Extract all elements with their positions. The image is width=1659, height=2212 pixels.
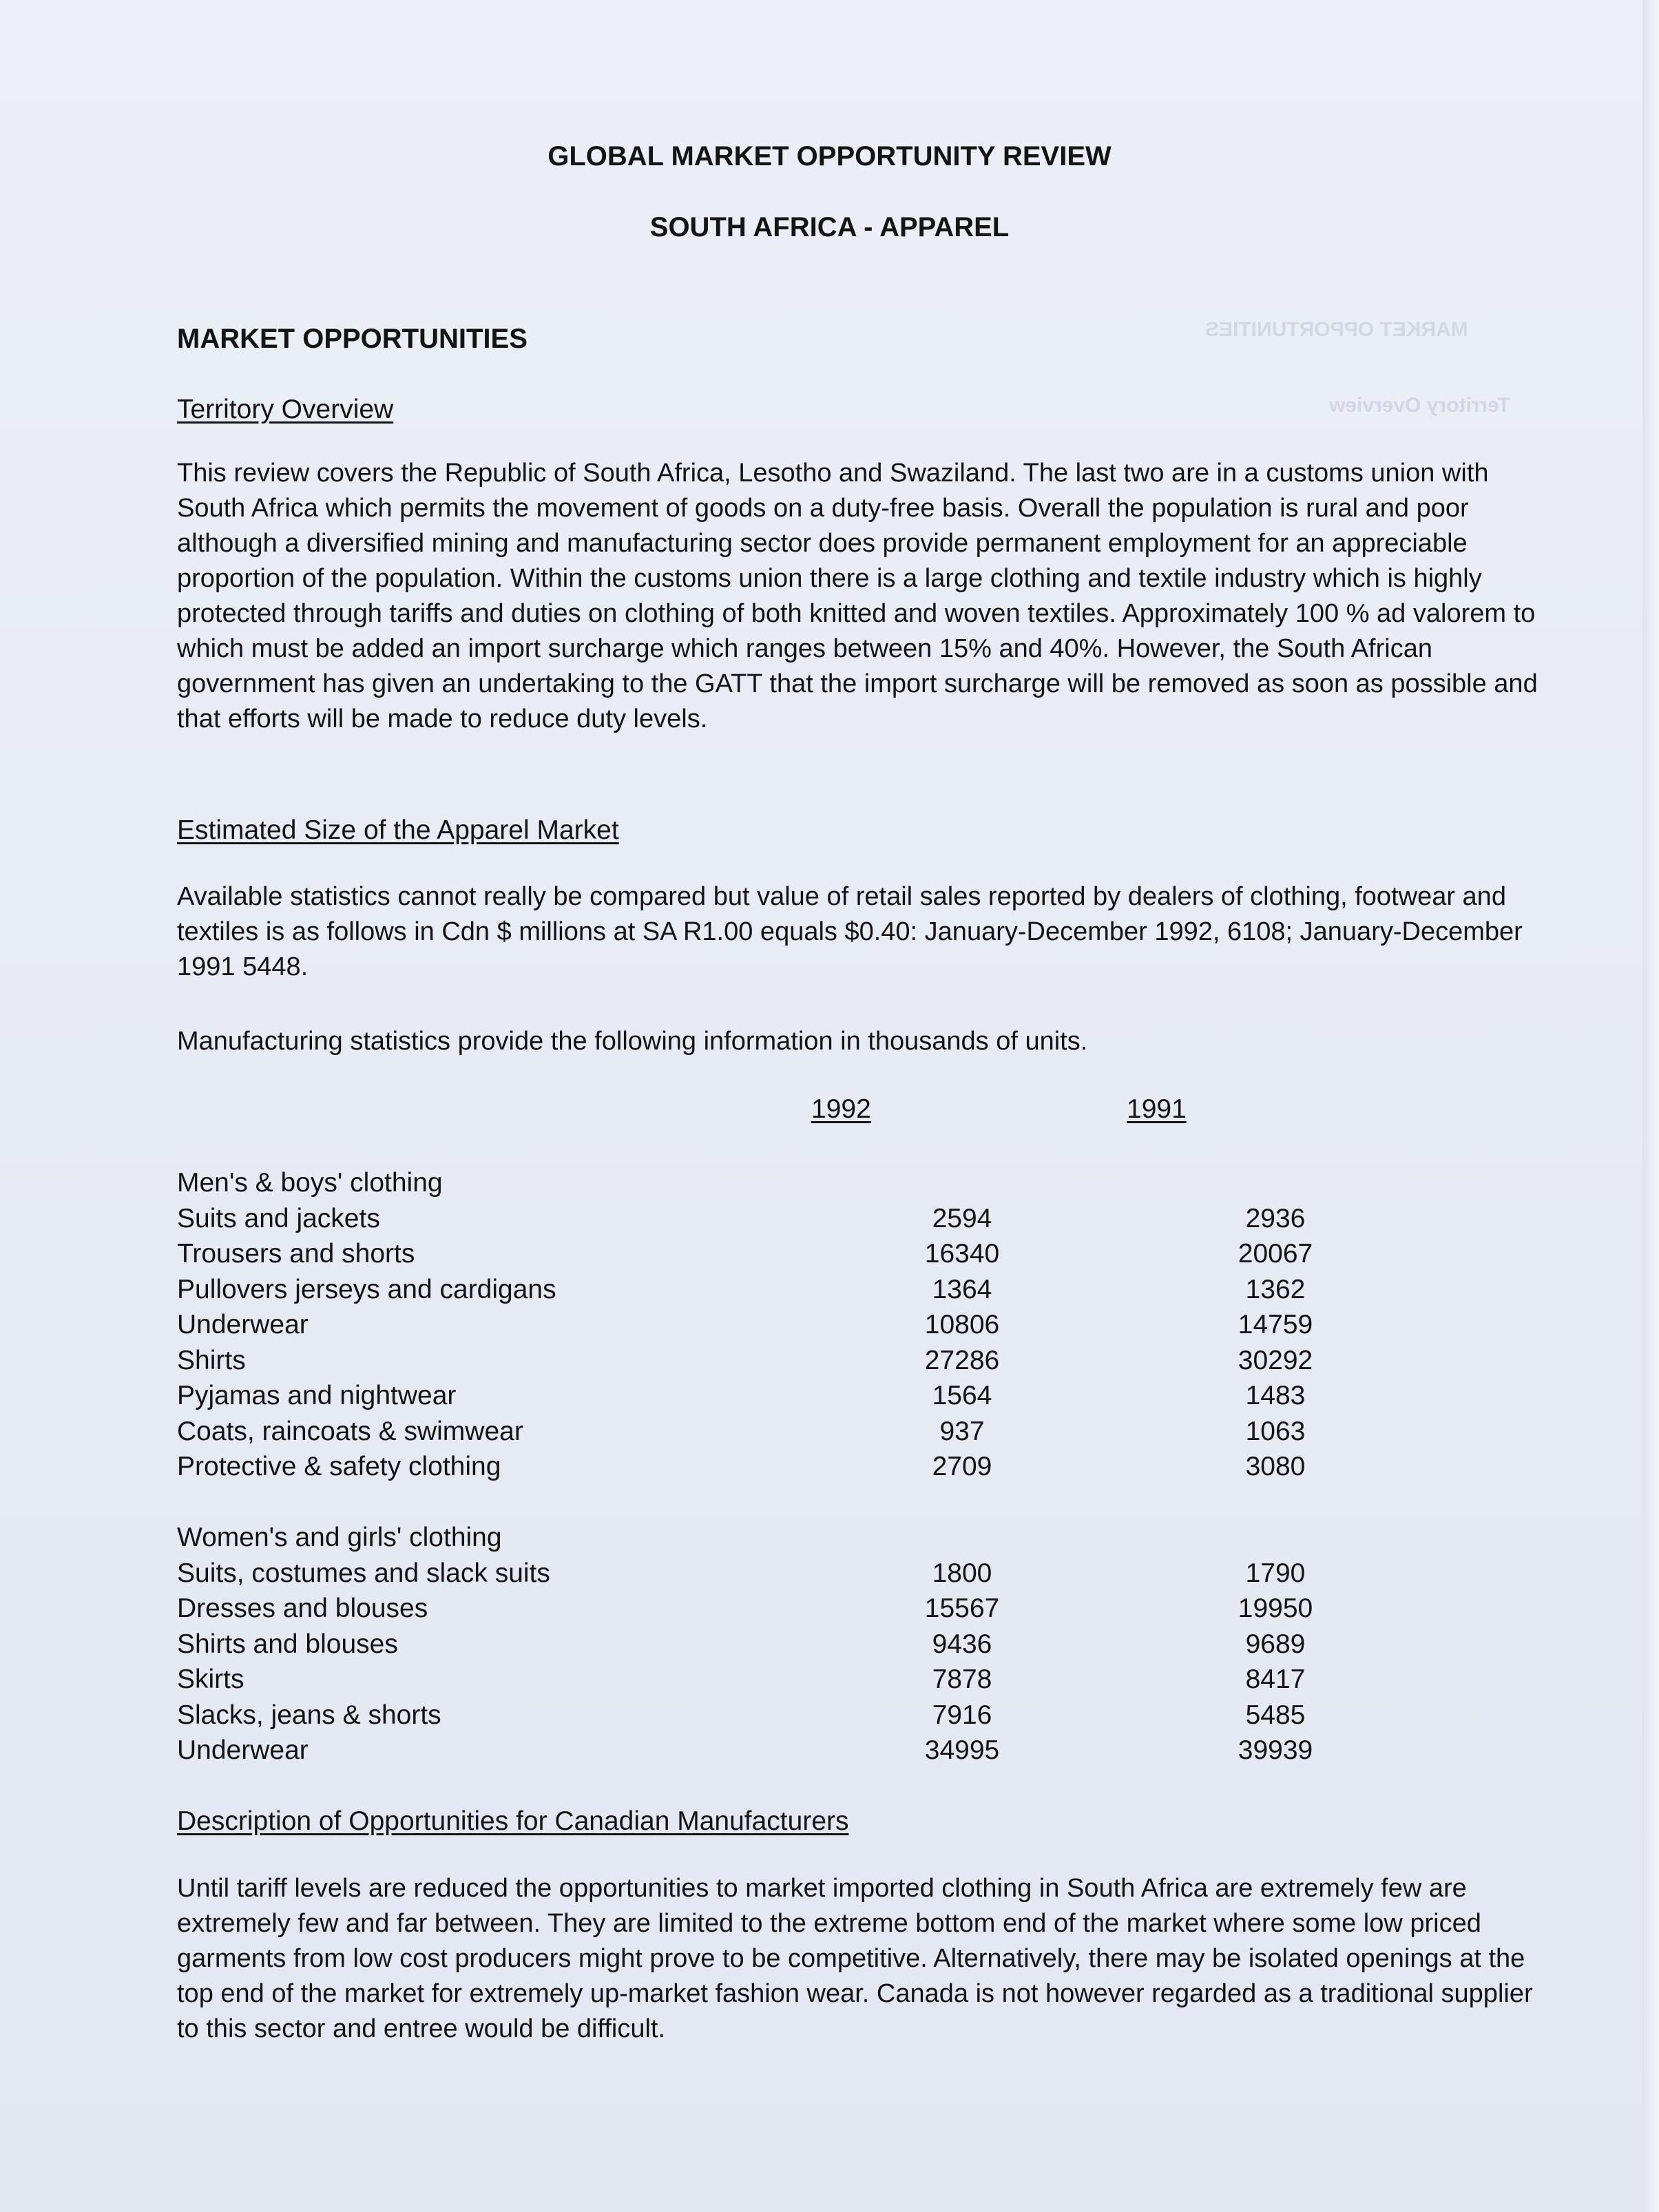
column-header-1991: 1991 [1127,1094,1187,1124]
value-1991: 14759 [1238,1310,1313,1339]
territory-paragraph: This review covers the Republic of South Africa, Lesotho and Swaziland. The last two are in a customs union with South Africa which permits the movement of goods on a duty-free basis. Overall the population is rural and poor although a diversified mining and manufacturing sector does provide permanent employment for an appreciable proportion of the population. Within the customs union there is a large clothing and textile industry which is highly protected through tariffs and duties on clothing of both knitted and woven textiles. Approximately 100 % ad valorem to which must be added an import surcharge which ranges between 15% and 40%. However, the South African government has given an undertaking to the GATT that the import surcharge will be removed as soon as possible and that efforts will be made to reduce duty levels. [177,459,1538,733]
row-label: Pyjamas and nightwear [177,1381,457,1410]
statistics-table [177,1165,1313,1768]
value-1992: 1564 [932,1381,992,1410]
row-label: Suits and jackets [177,1203,380,1233]
table-row [177,1201,1306,1237]
show-through-subhead: Territory Overview [1329,394,1510,417]
value-1992: 7916 [932,1700,992,1730]
value-1991: 2936 [1245,1203,1306,1233]
value-1992: 937 [939,1416,985,1446]
value-1991: 19950 [1238,1594,1313,1623]
table-row [177,1414,1306,1450]
page-edge [1642,0,1659,2212]
table-row [177,1272,1306,1308]
value-1991: 9689 [1245,1629,1306,1659]
women-heading: Women's and girls' clothing [177,1523,502,1552]
value-1992: 1800 [932,1558,992,1588]
value-1992: 1364 [932,1274,992,1304]
manufacturing-intro: Manufacturing statistics provide the following information in thousands of units. [177,1027,1088,1056]
value-1992: 9436 [932,1629,992,1659]
row-label: Protective & safety clothing [177,1452,501,1481]
row-label: Coats, raincoats & swimwear [177,1416,523,1446]
value-1991: 8417 [1245,1665,1306,1694]
page-subtitle: SOUTH AFRICA - APPAREL [649,212,1010,242]
value-1991: 3080 [1245,1452,1306,1481]
value-1991: 1362 [1245,1274,1306,1304]
value-1991: 39939 [1238,1735,1313,1765]
row-label: Dresses and blouses [177,1594,428,1623]
table-row [177,1698,1306,1733]
page-title: GLOBAL MARKET OPPORTUNITY REVIEW [547,141,1112,171]
table-spacer [177,1485,1210,1521]
table-row [177,1236,1313,1272]
value-1992: 16340 [924,1239,1000,1269]
value-1992: 2709 [932,1452,992,1481]
table-group-heading [177,1165,1210,1201]
row-label: Skirts [177,1665,244,1694]
market-size-subhead: Estimated Size of the Apparel Market [177,815,619,845]
table-group-heading [177,1520,1210,1556]
table-row [177,1343,1313,1379]
value-1991: 1483 [1245,1381,1306,1410]
opportunities-paragraph: Until tariff levels are reduced the opportunities to market imported clothing in South Africa are extremely few are extremely few and far between. They are limited to the extreme bottom end of the market where some low priced garments from low cost producers might prove to be competitive. Alternatively, there may be isolated openings at the top end of the market for extremely up-market fashion wear. Canada is not however regarded as a traditional supplier to this sector and entree would be difficult. [177,1874,1533,2043]
table-row [177,1556,1306,1592]
value-1992: 15567 [924,1594,1000,1623]
row-label: Shirts [177,1345,246,1375]
opportunities-subhead: Description of Opportunities for Canadian Manufacturers [177,1806,849,1836]
table-row [177,1627,1306,1662]
row-label: Underwear [177,1735,309,1765]
row-label: Trousers and shorts [177,1239,415,1269]
row-label: Underwear [177,1310,309,1339]
section-heading: MARKET OPPORTUNITIES [177,324,528,354]
value-1992: 10806 [924,1310,1000,1339]
row-label: Suits, costumes and slack suits [177,1558,550,1588]
table-row [177,1378,1306,1414]
value-1992: 2594 [932,1203,992,1233]
value-1991: 1790 [1245,1558,1306,1588]
table-row [177,1733,1313,1768]
territory-subhead: Territory Overview [177,395,394,424]
row-label: Pullovers jerseys and cardigans [177,1274,556,1304]
row-label: Slacks, jeans & shorts [177,1700,441,1730]
table-row [177,1662,1306,1698]
market-size-paragraph: Available statistics cannot really be compared but value of retail sales reported by dealers of clothing, footwear and textiles is as follows in Cdn $ millions at SA R1.00 equals $0.40: January-December 1992, 6108; January-December 1991 5448. [177,882,1523,981]
table-row [177,1449,1306,1485]
column-header-1992: 1992 [811,1094,871,1124]
value-1991: 30292 [1238,1345,1313,1375]
table-row [177,1591,1313,1627]
table-row [177,1307,1313,1343]
value-1991: 5485 [1245,1700,1306,1730]
show-through-heading: MARKET OPPORTUNITIES [1205,318,1468,341]
row-label: Shirts and blouses [177,1629,398,1659]
value-1991: 20067 [1238,1239,1313,1269]
men-heading: Men's & boys' clothing [177,1168,443,1198]
value-1992: 7878 [932,1665,992,1694]
value-1992: 34995 [924,1735,1000,1765]
value-1992: 27286 [924,1345,1000,1375]
value-1991: 1063 [1245,1416,1306,1446]
